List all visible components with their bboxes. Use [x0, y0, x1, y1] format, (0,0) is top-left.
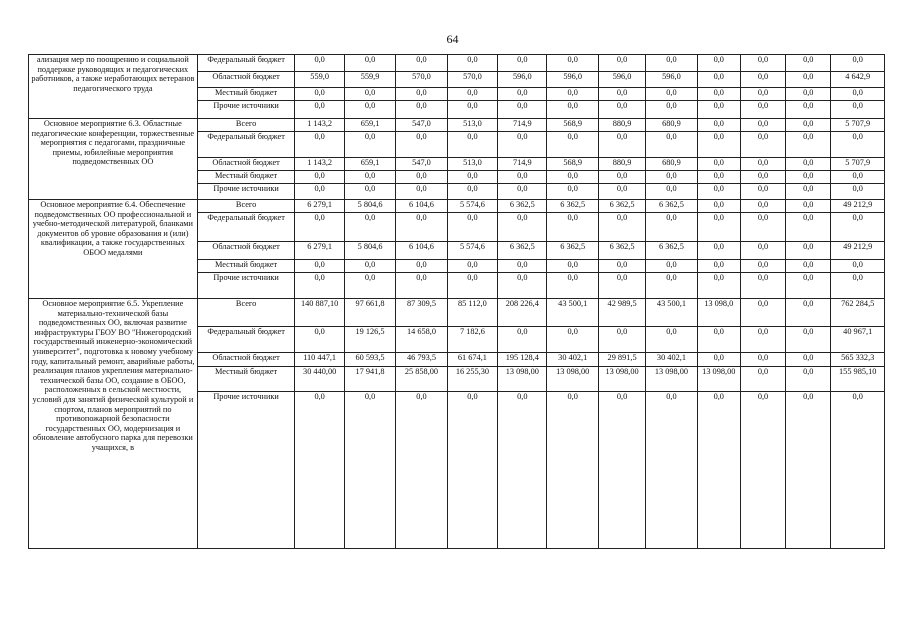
- value-cell: 0,0: [396, 132, 447, 158]
- value-cell: 1 143,2: [295, 158, 344, 171]
- value-cell: 0,0: [598, 101, 645, 119]
- value-cell: 0,0: [344, 171, 395, 184]
- value-cell: 0,0: [396, 171, 447, 184]
- value-cell: 6 362,5: [598, 200, 645, 213]
- value-cell: 0,0: [786, 392, 831, 549]
- value-cell: 0,0: [295, 392, 344, 549]
- table-row: [29, 119, 885, 132]
- value-cell: 195 128,4: [498, 353, 547, 367]
- funding-source: Областной бюджет: [197, 353, 295, 367]
- value-cell: 568,9: [547, 119, 598, 132]
- value-cell: 0,0: [786, 260, 831, 273]
- value-cell: 0,0: [786, 72, 831, 88]
- value-cell: 0,0: [447, 260, 497, 273]
- value-cell: 0,0: [547, 184, 598, 200]
- value-cell: 0,0: [547, 273, 598, 299]
- funding-source: Областной бюджет: [197, 242, 295, 260]
- value-cell: 0,0: [447, 273, 497, 299]
- value-cell: 6 362,5: [498, 242, 547, 260]
- value-cell: 659,1: [344, 158, 395, 171]
- value-cell: 5 804,6: [344, 200, 395, 213]
- value-cell: 0,0: [447, 171, 497, 184]
- total-value-cell: 0,0: [831, 184, 885, 200]
- value-cell: 0,0: [740, 213, 785, 242]
- value-cell: 0,0: [598, 392, 645, 549]
- value-cell: 0,0: [740, 367, 785, 392]
- funding-source: Областной бюджет: [197, 72, 295, 88]
- value-cell: 714,9: [498, 119, 547, 132]
- value-cell: 110 447,1: [295, 353, 344, 367]
- value-cell: 0,0: [547, 55, 598, 72]
- value-cell: 0,0: [344, 55, 395, 72]
- total-value-cell: 49 212,9: [831, 200, 885, 213]
- value-cell: 0,0: [498, 101, 547, 119]
- value-cell: 6 362,5: [547, 242, 598, 260]
- total-value-cell: 155 985,10: [831, 367, 885, 392]
- funding-source: Федеральный бюджет: [197, 327, 295, 353]
- value-cell: 559,9: [344, 72, 395, 88]
- value-cell: 0,0: [646, 101, 697, 119]
- funding-source: Прочие источники: [197, 184, 295, 200]
- value-cell: 43 500,1: [646, 299, 697, 327]
- value-cell: 0,0: [447, 55, 497, 72]
- funding-source: Областной бюджет: [197, 158, 295, 171]
- funding-source: Федеральный бюджет: [197, 213, 295, 242]
- value-cell: 6 279,1: [295, 242, 344, 260]
- value-cell: 5 574,6: [447, 200, 497, 213]
- value-cell: 19 126,5: [344, 327, 395, 353]
- value-cell: 570,0: [396, 72, 447, 88]
- table-row: [29, 299, 885, 327]
- value-cell: 17 941,8: [344, 367, 395, 392]
- value-cell: 568,9: [547, 158, 598, 171]
- value-cell: 0,0: [598, 213, 645, 242]
- value-cell: 61 674,1: [447, 353, 497, 367]
- value-cell: 0,0: [740, 242, 785, 260]
- value-cell: 547,0: [396, 158, 447, 171]
- value-cell: 596,0: [498, 72, 547, 88]
- value-cell: 0,0: [697, 119, 740, 132]
- value-cell: 43 500,1: [547, 299, 598, 327]
- value-cell: 0,0: [646, 171, 697, 184]
- value-cell: 5 574,6: [447, 242, 497, 260]
- value-cell: 0,0: [547, 260, 598, 273]
- value-cell: 0,0: [344, 273, 395, 299]
- value-cell: 0,0: [740, 101, 785, 119]
- total-value-cell: 0,0: [831, 392, 885, 549]
- value-cell: 0,0: [598, 132, 645, 158]
- value-cell: 0,0: [396, 101, 447, 119]
- value-cell: 0,0: [786, 88, 831, 101]
- value-cell: 0,0: [598, 260, 645, 273]
- value-cell: 0,0: [697, 392, 740, 549]
- value-cell: 0,0: [786, 200, 831, 213]
- value-cell: 0,0: [740, 327, 785, 353]
- value-cell: 6 362,5: [547, 200, 598, 213]
- total-value-cell: 0,0: [831, 132, 885, 158]
- value-cell: 42 989,5: [598, 299, 645, 327]
- value-cell: 680,9: [646, 119, 697, 132]
- value-cell: 30 402,1: [547, 353, 598, 367]
- total-value-cell: 49 212,9: [831, 242, 885, 260]
- value-cell: 0,0: [646, 55, 697, 72]
- value-cell: 46 793,5: [396, 353, 447, 367]
- value-cell: 0,0: [646, 88, 697, 101]
- value-cell: 0,0: [740, 299, 785, 327]
- value-cell: 87 309,5: [396, 299, 447, 327]
- value-cell: 0,0: [697, 353, 740, 367]
- value-cell: 0,0: [396, 184, 447, 200]
- value-cell: 0,0: [646, 260, 697, 273]
- value-cell: 0,0: [498, 213, 547, 242]
- value-cell: 0,0: [697, 132, 740, 158]
- value-cell: 0,0: [447, 184, 497, 200]
- value-cell: 0,0: [646, 392, 697, 549]
- funding-source: Федеральный бюджет: [197, 132, 295, 158]
- value-cell: 0,0: [740, 353, 785, 367]
- value-cell: 0,0: [598, 327, 645, 353]
- value-cell: 0,0: [295, 55, 344, 72]
- value-cell: 0,0: [396, 55, 447, 72]
- total-value-cell: 40 967,1: [831, 327, 885, 353]
- value-cell: 0,0: [498, 132, 547, 158]
- value-cell: 0,0: [295, 213, 344, 242]
- value-cell: 0,0: [697, 327, 740, 353]
- value-cell: 30 402,1: [646, 353, 697, 367]
- value-cell: 0,0: [786, 132, 831, 158]
- value-cell: 6 362,5: [646, 200, 697, 213]
- value-cell: 596,0: [646, 72, 697, 88]
- value-cell: 6 104,6: [396, 200, 447, 213]
- value-cell: 30 440,00: [295, 367, 344, 392]
- value-cell: 0,0: [498, 88, 547, 101]
- value-cell: 16 255,30: [447, 367, 497, 392]
- value-cell: 0,0: [447, 213, 497, 242]
- value-cell: 6 279,1: [295, 200, 344, 213]
- value-cell: 0,0: [786, 327, 831, 353]
- funding-source: Местный бюджет: [197, 171, 295, 184]
- activity-description: Основное мероприятие 6.3. Областные педагогические конференции, торжественные мероприятия с педагогами, праздничные приемы, юбилейные мероприятия подведомственных ОО: [29, 119, 198, 200]
- value-cell: 0,0: [547, 88, 598, 101]
- funding-source: Прочие источники: [197, 392, 295, 549]
- value-cell: 0,0: [697, 242, 740, 260]
- value-cell: 0,0: [396, 213, 447, 242]
- value-cell: 0,0: [396, 392, 447, 549]
- activity-description: ализация мер по поощрению и социальной поддержке руководящих и педагогических работников, а также неработающих ветеранов педагогического труда: [29, 55, 198, 119]
- value-cell: 714,9: [498, 158, 547, 171]
- value-cell: 1 143,2: [295, 119, 344, 132]
- value-cell: 547,0: [396, 119, 447, 132]
- value-cell: 0,0: [598, 55, 645, 72]
- value-cell: 0,0: [697, 72, 740, 88]
- value-cell: 6 362,5: [598, 242, 645, 260]
- value-cell: 0,0: [344, 132, 395, 158]
- funding-source: Местный бюджет: [197, 367, 295, 392]
- value-cell: 0,0: [740, 158, 785, 171]
- value-cell: 0,0: [697, 171, 740, 184]
- value-cell: 0,0: [697, 88, 740, 101]
- value-cell: 0,0: [547, 101, 598, 119]
- value-cell: 13 098,00: [697, 367, 740, 392]
- value-cell: 0,0: [786, 273, 831, 299]
- value-cell: 13 098,00: [547, 367, 598, 392]
- value-cell: 0,0: [295, 171, 344, 184]
- value-cell: 0,0: [447, 101, 497, 119]
- value-cell: 570,0: [447, 72, 497, 88]
- total-value-cell: 0,0: [831, 88, 885, 101]
- value-cell: 880,9: [598, 158, 645, 171]
- page-number: 64: [446, 32, 459, 46]
- value-cell: 0,0: [295, 184, 344, 200]
- value-cell: 0,0: [295, 273, 344, 299]
- value-cell: 13 098,0: [697, 299, 740, 327]
- value-cell: 0,0: [598, 171, 645, 184]
- value-cell: 25 858,00: [396, 367, 447, 392]
- value-cell: 60 593,5: [344, 353, 395, 367]
- value-cell: 0,0: [786, 101, 831, 119]
- total-value-cell: 0,0: [831, 213, 885, 242]
- value-cell: 13 098,00: [498, 367, 547, 392]
- value-cell: 596,0: [598, 72, 645, 88]
- value-cell: 0,0: [498, 171, 547, 184]
- table-row: [29, 200, 885, 213]
- value-cell: 0,0: [498, 260, 547, 273]
- value-cell: 0,0: [740, 88, 785, 101]
- value-cell: 0,0: [786, 242, 831, 260]
- funding-source: Прочие источники: [197, 101, 295, 119]
- value-cell: 513,0: [447, 119, 497, 132]
- value-cell: 513,0: [447, 158, 497, 171]
- funding-source: Местный бюджет: [197, 88, 295, 101]
- value-cell: 0,0: [598, 273, 645, 299]
- value-cell: 0,0: [697, 55, 740, 72]
- value-cell: 0,0: [786, 158, 831, 171]
- total-value-cell: 5 707,9: [831, 158, 885, 171]
- value-cell: 6 362,5: [498, 200, 547, 213]
- value-cell: 0,0: [344, 260, 395, 273]
- value-cell: 0,0: [498, 55, 547, 72]
- total-value-cell: 762 284,5: [831, 299, 885, 327]
- funding-source: Всего: [197, 200, 295, 213]
- value-cell: 0,0: [295, 101, 344, 119]
- value-cell: 13 098,00: [598, 367, 645, 392]
- value-cell: 0,0: [447, 88, 497, 101]
- value-cell: 0,0: [786, 299, 831, 327]
- value-cell: 85 112,0: [447, 299, 497, 327]
- value-cell: 0,0: [344, 184, 395, 200]
- value-cell: 0,0: [697, 184, 740, 200]
- value-cell: 0,0: [786, 119, 831, 132]
- value-cell: 0,0: [547, 327, 598, 353]
- value-cell: 0,0: [646, 327, 697, 353]
- value-cell: 6 104,6: [396, 242, 447, 260]
- value-cell: 29 891,5: [598, 353, 645, 367]
- value-cell: 97 661,8: [344, 299, 395, 327]
- value-cell: 0,0: [498, 273, 547, 299]
- value-cell: 0,0: [547, 392, 598, 549]
- value-cell: 0,0: [697, 213, 740, 242]
- value-cell: 0,0: [447, 392, 497, 549]
- total-value-cell: 565 332,3: [831, 353, 885, 367]
- value-cell: 0,0: [498, 184, 547, 200]
- value-cell: 0,0: [447, 132, 497, 158]
- value-cell: 0,0: [786, 55, 831, 72]
- value-cell: 0,0: [646, 213, 697, 242]
- budget-table: [28, 54, 885, 549]
- value-cell: 0,0: [396, 273, 447, 299]
- value-cell: 0,0: [646, 184, 697, 200]
- value-cell: 0,0: [786, 213, 831, 242]
- value-cell: 0,0: [740, 273, 785, 299]
- value-cell: 0,0: [598, 88, 645, 101]
- value-cell: 0,0: [344, 88, 395, 101]
- value-cell: 596,0: [547, 72, 598, 88]
- value-cell: 0,0: [740, 200, 785, 213]
- value-cell: 0,0: [396, 88, 447, 101]
- total-value-cell: 4 642,9: [831, 72, 885, 88]
- value-cell: 0,0: [697, 260, 740, 273]
- value-cell: 880,9: [598, 119, 645, 132]
- total-value-cell: 0,0: [831, 171, 885, 184]
- value-cell: 0,0: [547, 171, 598, 184]
- value-cell: 0,0: [697, 158, 740, 171]
- total-value-cell: 0,0: [831, 101, 885, 119]
- value-cell: 0,0: [547, 132, 598, 158]
- value-cell: 0,0: [697, 200, 740, 213]
- value-cell: 6 362,5: [646, 242, 697, 260]
- value-cell: 0,0: [646, 273, 697, 299]
- value-cell: 0,0: [697, 273, 740, 299]
- value-cell: 0,0: [344, 392, 395, 549]
- funding-source: Прочие источники: [197, 273, 295, 299]
- value-cell: 0,0: [740, 184, 785, 200]
- value-cell: 0,0: [344, 213, 395, 242]
- funding-source: Всего: [197, 299, 295, 327]
- value-cell: 0,0: [786, 171, 831, 184]
- value-cell: 140 887,10: [295, 299, 344, 327]
- total-value-cell: 5 707,9: [831, 119, 885, 132]
- value-cell: 0,0: [295, 132, 344, 158]
- value-cell: 0,0: [740, 119, 785, 132]
- value-cell: 659,1: [344, 119, 395, 132]
- value-cell: 13 098,00: [646, 367, 697, 392]
- total-value-cell: 0,0: [831, 55, 885, 72]
- value-cell: 0,0: [396, 260, 447, 273]
- value-cell: 0,0: [646, 132, 697, 158]
- value-cell: 0,0: [295, 260, 344, 273]
- value-cell: 14 658,0: [396, 327, 447, 353]
- value-cell: 0,0: [344, 101, 395, 119]
- value-cell: 0,0: [786, 353, 831, 367]
- value-cell: 0,0: [498, 392, 547, 549]
- value-cell: 559,0: [295, 72, 344, 88]
- value-cell: 0,0: [740, 132, 785, 158]
- funding-source: Местный бюджет: [197, 260, 295, 273]
- value-cell: 0,0: [697, 101, 740, 119]
- value-cell: 0,0: [547, 213, 598, 242]
- activity-description: Основное мероприятие 6.5. Укрепление материально-технической базы подведомственных ОО, включая развитие инфраструктуры ГБОУ ВО "Нижегородский государственный инженерно-экономический университет", подготовка к новому учебному году, капитальный ремонт, аварийные работы, реализация планов укрепления материально-технической базы ОО, создание в ОБОО, расположенных в сельской местности, условий для занятий физической культурой и спортом, планов мероприятий по противопожарной безопасности государственных ОО, модернизация и обновление автобусного парка для перевозки учащихся, в: [29, 299, 198, 549]
- value-cell: 0,0: [786, 367, 831, 392]
- value-cell: 0,0: [498, 327, 547, 353]
- value-cell: 0,0: [740, 55, 785, 72]
- value-cell: 7 182,6: [447, 327, 497, 353]
- value-cell: 0,0: [295, 327, 344, 353]
- value-cell: 680,9: [646, 158, 697, 171]
- value-cell: 0,0: [786, 184, 831, 200]
- value-cell: 0,0: [740, 260, 785, 273]
- value-cell: 0,0: [740, 171, 785, 184]
- value-cell: 0,0: [295, 88, 344, 101]
- total-value-cell: 0,0: [831, 260, 885, 273]
- value-cell: 0,0: [740, 392, 785, 549]
- activity-description: Основное мероприятие 6.4. Обеспечение подведомственных ОО профессиональной и учебно-методической литературой, бланками документов об уровне образования и (или) квалификации, а также государственных ОБОО медалями: [29, 200, 198, 299]
- table-row: [29, 55, 885, 72]
- value-cell: 5 804,6: [344, 242, 395, 260]
- value-cell: 0,0: [740, 72, 785, 88]
- total-value-cell: 0,0: [831, 273, 885, 299]
- funding-source: Федеральный бюджет: [197, 55, 295, 72]
- funding-source: Всего: [197, 119, 295, 132]
- value-cell: 208 226,4: [498, 299, 547, 327]
- value-cell: 0,0: [598, 184, 645, 200]
